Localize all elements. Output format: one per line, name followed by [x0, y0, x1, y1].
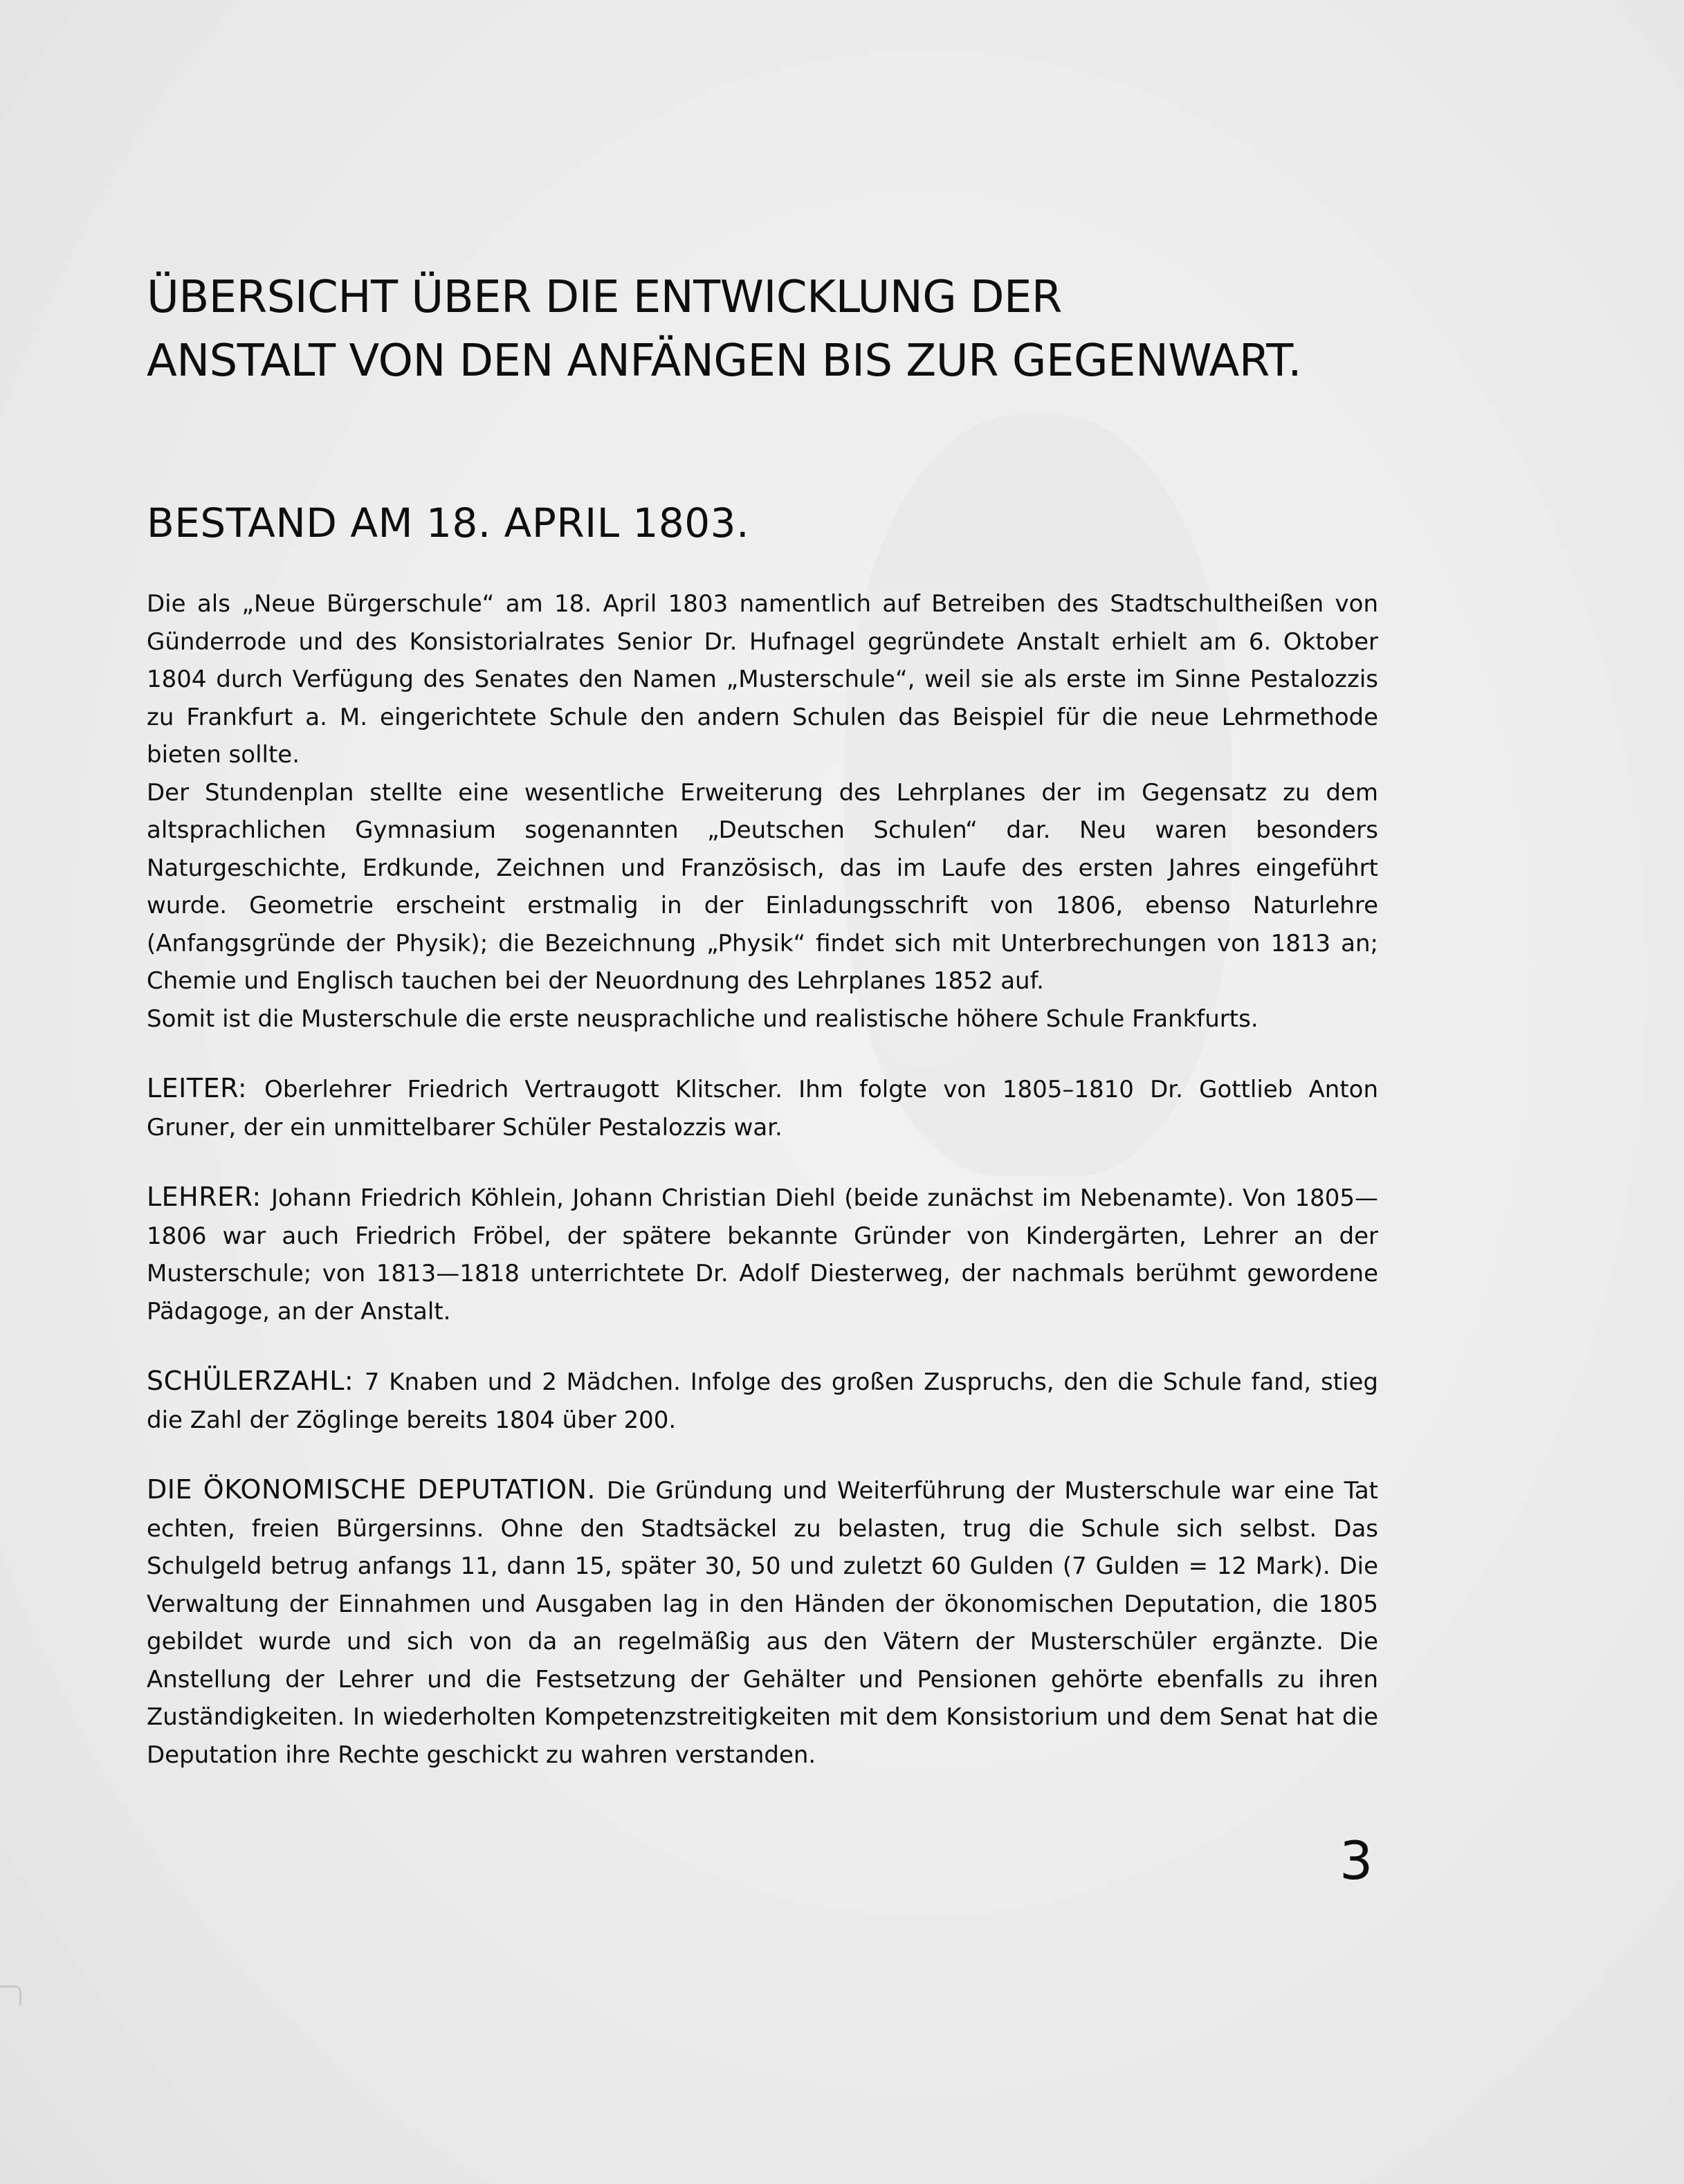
page-title: [147, 266, 1378, 393]
deputation-paragraph: [147, 1471, 1378, 1774]
leiter-label: LEITER:: [147, 1073, 265, 1103]
title-line-2: ANSTALT VON DEN ANFÄNGEN BIS ZUR GEGENWART.: [147, 336, 1302, 387]
text-column: [147, 266, 1378, 1774]
intro-paragraph-1: Die als „Neue Bürgerschule“ am 18. April 1803 namentlich auf Betreiben des Stadtschultheißen von Günderrode und des Konsistorialrates Senior Dr. Hufnagel gegründete Anstalt erhielt am 6. Oktober 1804 durch Verfügung des Senates den Namen „Musterschule“, weil sie als erste im Sinne Pestalozzis zu Frankfurt a. M. eingerichtete Schule den andern Schulen das Beispiel für die neue Lehrmethode bieten sollte.: [147, 590, 1378, 769]
intro-paragraph-2: Der Stundenplan stellte eine wesentliche Erweiterung des Lehrplanes der im Gegensatz zu dem altsprachlichen Gymnasium sogenannten „Deutschen Schulen“ dar. Neu waren besonders Naturgeschichte, Erdkunde, Zeichnen und Französisch, das im Laufe des ersten Jahres eingeführt wurde. Geometrie erscheint erstmalig in der Einladungsschrift von 1806, ebenso Naturlehre (Anfangsgründe der Physik); die Bezeichnung „Physik“ findet sich mit Unterbrechungen von 1813 an; Chemie und Englisch tauchen bei der Neuordnung des Lehrplanes 1852 auf.: [147, 778, 1378, 995]
leiter-paragraph: [147, 1070, 1378, 1146]
deputation-text: Die Gründung und Weiterführung der Musterschule war eine Tat echten, freien Bürgersinns. Ohne den Stadtsäckel zu belasten, trug die Schule sich selbst. Das Schulgeld betrug anfangs 11, dann 15, später 30, 50 und zuletzt 60 Gulden (7 Gulden = 12 Mark). Die Verwaltung der Einnahmen und Ausgaben lag in den Händen der ökonomischen Deputation, die 1805 gebildet wurde und sich von da an regelmäßig aus den Vätern der Musterschüler ergänzte. Die Anstellung der Lehrer und die Festsetzung der Gehälter und Pensionen gehörte ebenfalls zu ihren Zuständigkeiten. In wiederholten Kompetenzstreitigkeiten mit dem Konsistorium und dem Senat hat die Deputation ihre Rechte geschickt zu wahren verstanden.: [147, 1477, 1378, 1769]
schuelerzahl-paragraph: [147, 1362, 1378, 1439]
intro-paragraph-3: Somit ist die Musterschule die erste neusprachliche und realistische höhere Schule Frankfurts.: [147, 1004, 1259, 1033]
title-line-1: ÜBERSICHT ÜBER DIE ENTWICKLUNG DER: [147, 272, 1062, 323]
deputation-label: DIE ÖKONOMISCHE DEPUTATION.: [147, 1474, 607, 1505]
schuelerzahl-label: SCHÜLERZAHL:: [147, 1366, 365, 1396]
lehrer-paragraph: [147, 1178, 1378, 1330]
lehrer-text: Johann Friedrich Köhlein, Johann Christian Diehl (beide zunächst im Nebenamte). Von 1805—1806 war auch Friedrich Fröbel, der spätere bekannte Gründer von Kindergärten, Lehrer an der Musterschule; von 1813—1818 unterrichtete Dr. Adolf Diesterweg, der nachmals berühmt gewordene Pädagoge, an der Anstalt.: [147, 1184, 1378, 1325]
schuelerzahl-text: 7 Knaben und 2 Mädchen. Infolge des großen Zuspruchs, den die Schule fand, stieg die Zahl der Zöglinge bereits 1804 über 200.: [147, 1368, 1379, 1434]
lehrer-label: LEHRER:: [147, 1182, 271, 1212]
leiter-text: Oberlehrer Friedrich Vertraugott Klitscher. Ihm folgte von 1805–1810 Dr. Gottlieb Anton Gruner, der ein unmittelbarer Schüler Pestalozzis war.: [147, 1076, 1379, 1141]
section-heading: BESTAND AM 18. APRIL 1803.: [147, 499, 750, 547]
page-number: 3: [1339, 1830, 1373, 1891]
binding-edge-mark: [0, 1985, 21, 2006]
